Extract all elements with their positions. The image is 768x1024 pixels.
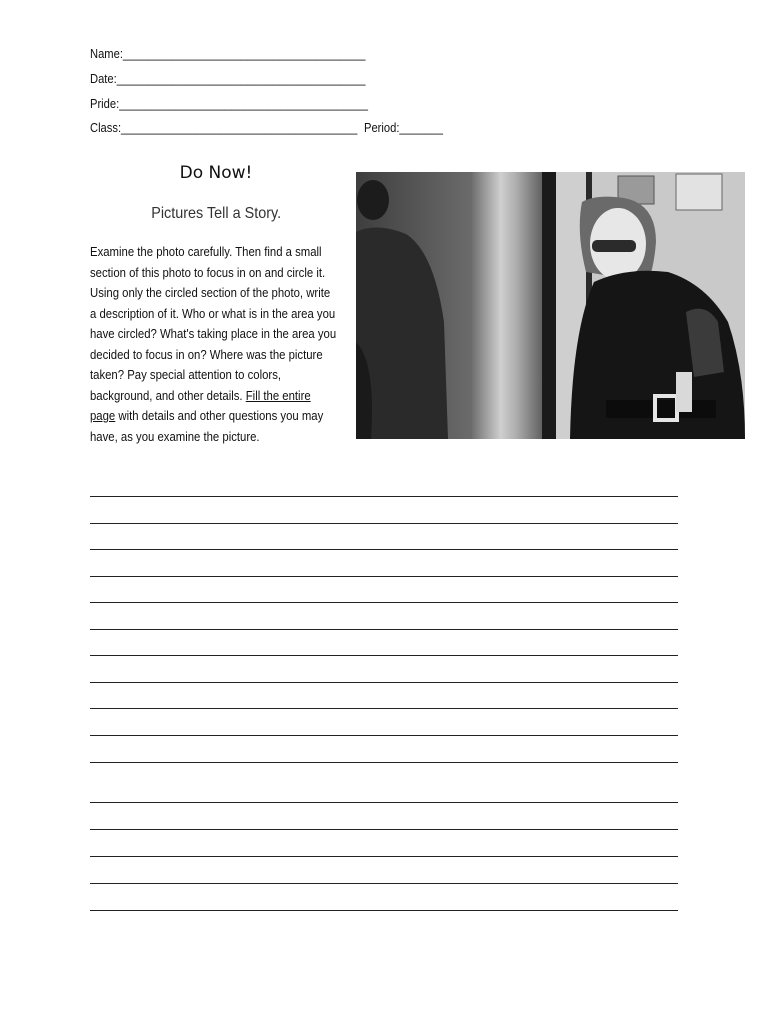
name-label: Name:_______________________________________ (90, 46, 366, 61)
answer-line[interactable] (90, 708, 678, 709)
class-label: Class:______________________________________ (90, 120, 358, 135)
answer-line[interactable] (90, 523, 678, 524)
answer-line[interactable] (90, 762, 678, 763)
answer-line[interactable] (90, 856, 678, 857)
answer-line[interactable] (90, 629, 678, 630)
answer-line[interactable] (90, 496, 678, 497)
instructions-part1: Examine the photo carefully. Then find a small section of this photo to focus in on and circle it. Using only the circled section of the photo, write a description of it. Who or what is in the area you have circled? What's taking place in the area you decided to focus in on? Where was the picture taken? Pay special attention to colors, background, and other details. (90, 244, 337, 403)
period-field[interactable] (364, 120, 456, 136)
instructions-part2: with details and other questions you may have, as you examine the picture. (90, 408, 324, 444)
answer-line[interactable] (90, 576, 678, 577)
subtitle-text: Pictures Tell a Story. (151, 205, 281, 222)
answer-line[interactable] (90, 682, 678, 683)
pride-field[interactable] (90, 96, 413, 112)
instructions-text (90, 242, 338, 447)
answer-line[interactable] (90, 602, 678, 603)
answer-line[interactable] (90, 829, 678, 830)
period-label: Period:_______ (364, 120, 443, 135)
date-label: Date:________________________________________ (90, 71, 366, 86)
subway-photo (356, 172, 745, 439)
answer-line[interactable] (90, 883, 678, 884)
answer-line[interactable] (90, 655, 678, 656)
pride-label: Pride:________________________________________ (90, 96, 368, 111)
page-title: Do Now! (179, 163, 253, 183)
name-field[interactable] (90, 46, 410, 62)
answer-line[interactable] (90, 802, 678, 803)
page-subtitle (90, 205, 342, 223)
answer-line[interactable] (90, 910, 678, 911)
date-field[interactable] (90, 71, 410, 87)
class-field[interactable] (90, 120, 401, 136)
answer-line[interactable] (90, 735, 678, 736)
instructions-underlined: Fill the entire page (90, 387, 311, 423)
answer-line[interactable] (90, 549, 678, 550)
